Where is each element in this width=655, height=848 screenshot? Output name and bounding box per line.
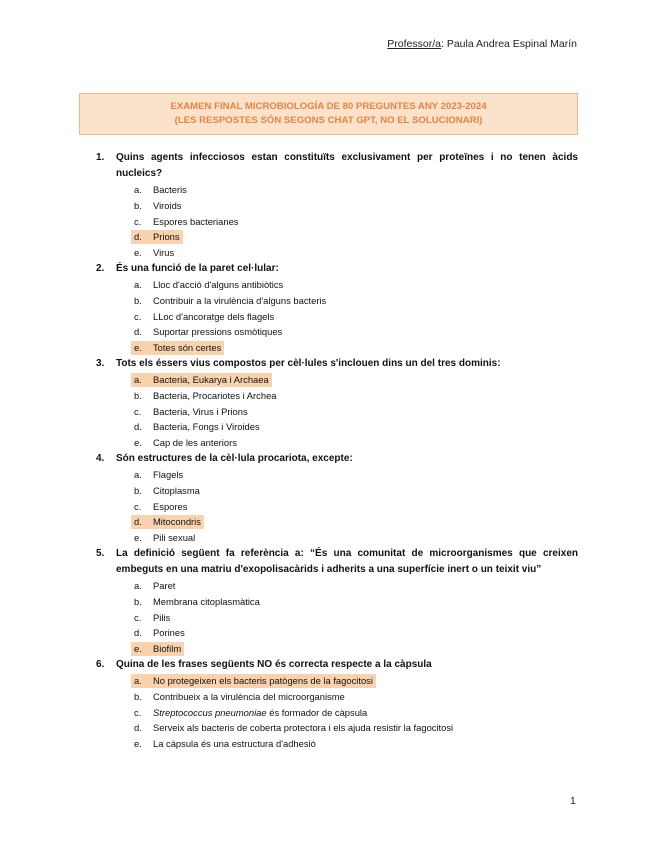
option-text-main: Totes són certes	[153, 342, 222, 354]
option-text-main: Bacteria, Virus i Prions	[153, 405, 248, 417]
question-stem	[96, 546, 578, 578]
option-text-main: Biofilm	[153, 643, 182, 655]
answer-option	[96, 309, 578, 325]
highlighted-answer-option	[96, 340, 578, 356]
option-text-suffix: és formador de càpsula	[266, 706, 368, 718]
option-text	[153, 483, 200, 499]
answer-option	[96, 705, 578, 721]
option-text	[153, 578, 175, 594]
option-text	[153, 277, 283, 293]
option-text-main: Bacteria, Procariotes i Archea	[153, 389, 277, 401]
option-list	[96, 182, 578, 261]
option-letter: c.	[134, 405, 142, 417]
option-text	[153, 324, 282, 340]
option-text-main: Espores	[153, 500, 188, 512]
highlighted-answer-option	[96, 673, 578, 689]
question-text: Quina de les frases següents NO és correcta respecte a la càpsula	[116, 658, 432, 670]
answer-option	[96, 594, 578, 610]
question	[96, 451, 578, 546]
highlighted-answer-option	[96, 641, 578, 657]
question-stem	[96, 451, 578, 467]
option-text-main: La càpsula és una estructura d'adhesió	[153, 738, 316, 750]
option-letter: b.	[134, 199, 142, 211]
option-text	[153, 372, 269, 388]
option-text-main: Contribueix a la virulència del microorganisme	[153, 690, 345, 702]
option-text	[153, 182, 187, 198]
answer-option	[96, 736, 578, 752]
option-text	[153, 198, 182, 214]
option-letter: a.	[134, 468, 142, 480]
question	[96, 150, 578, 261]
question-list	[96, 150, 578, 752]
option-text	[153, 720, 453, 736]
option-letter: c.	[134, 215, 142, 227]
professor-label: Professor/a	[387, 38, 441, 50]
highlighted-answer-option	[96, 372, 578, 388]
option-text-main: Cap de les anteriors	[153, 437, 237, 449]
option-text-main: Pili sexual	[153, 532, 196, 544]
question-number: 2.	[96, 262, 105, 274]
answer-option	[96, 499, 578, 515]
option-text	[153, 435, 237, 451]
option-text-main: Citoplasma	[153, 484, 200, 496]
option-text	[153, 467, 183, 483]
option-text	[153, 625, 185, 641]
question-stem	[96, 356, 578, 372]
option-text	[153, 229, 180, 245]
answer-option	[96, 198, 578, 214]
answer-option	[96, 530, 578, 546]
option-list	[96, 277, 578, 356]
answer-option	[96, 245, 578, 261]
option-letter: a.	[134, 184, 142, 195]
option-letter: a.	[134, 579, 142, 591]
question-stem	[96, 150, 578, 182]
option-text-main: Flagels	[153, 468, 184, 480]
option-text	[153, 610, 170, 626]
option-text	[153, 245, 174, 261]
option-text-main: Paret	[153, 579, 176, 591]
option-text	[153, 530, 195, 546]
option-letter: d.	[134, 421, 142, 433]
option-list	[96, 372, 578, 451]
option-text-main: Pilis	[153, 611, 171, 623]
option-list	[96, 673, 578, 752]
option-letter: e.	[134, 247, 142, 259]
option-text-main: Streptococcus pneumoniae	[153, 706, 267, 718]
question-number: 1.	[96, 152, 105, 163]
option-text-main: Porines	[153, 627, 185, 639]
option-letter: d.	[134, 627, 142, 639]
option-text-main: Bacteria, Fongs i Viroides	[153, 421, 260, 433]
option-text	[153, 340, 221, 356]
option-text-main: LLoc d'ancoratge dels flagels	[153, 310, 275, 322]
option-text	[153, 641, 181, 657]
question-text: Quins agents infecciosos estan constituïts exclusivament per proteïnes i no tenen àcids nucleics?	[116, 152, 578, 179]
option-text-main: Serveix als bacteris de coberta protectora i els ajuda resistir la fagocitosi	[153, 722, 454, 734]
option-letter: e.	[134, 643, 142, 655]
option-text	[153, 689, 345, 705]
question	[96, 657, 578, 752]
option-list	[96, 467, 578, 546]
option-text-main: Virus	[153, 247, 175, 259]
answer-option	[96, 578, 578, 594]
option-text-main: Prions	[153, 231, 180, 243]
question-text: És una funció de la paret cel·lular:	[116, 262, 279, 274]
option-letter: d.	[134, 326, 142, 338]
option-text	[153, 736, 316, 752]
option-text	[153, 309, 274, 325]
option-letter: d.	[134, 231, 142, 243]
answer-option	[96, 435, 578, 451]
option-text-main: Contribuir a la virulència d'alguns bacteris	[153, 294, 327, 306]
option-letter: e.	[134, 738, 142, 750]
option-letter: b.	[134, 484, 142, 496]
answer-option	[96, 293, 578, 309]
option-text	[153, 594, 260, 610]
option-text	[153, 673, 373, 689]
option-text-main: Viroids	[153, 199, 182, 211]
answer-option	[96, 214, 578, 230]
option-text-main: Lloc d'acció d'alguns antibiòtics	[153, 278, 284, 290]
option-letter: e.	[134, 437, 142, 449]
option-text-main: No protegeixen els bacteris patògens de la fagocitosi	[153, 674, 373, 686]
option-letter: a.	[134, 674, 142, 686]
exam-subtitle: (LES RESPOSTES SÓN SEGONS CHAT GPT, NO EL SOLUCIONARI)	[174, 115, 483, 126]
question-stem	[96, 261, 578, 277]
option-letter: c.	[134, 310, 142, 322]
question-text: Són estructures de la cèl·lula procariota, excepte:	[116, 452, 353, 464]
question	[96, 546, 578, 657]
option-letter: d.	[134, 722, 142, 734]
option-text-main: Espores bacterianes	[153, 215, 239, 227]
answer-option	[96, 404, 578, 420]
option-text	[153, 214, 238, 230]
question-number: 3.	[96, 357, 105, 369]
question-text: La definició següent fa referència a: “És una comunitat de microorganismes que creixen embeguts en una matriu d'exopolisacàrids i adherits a una superfície inert o un teixit viu”	[116, 547, 578, 575]
option-letter: d.	[134, 516, 142, 528]
exam-title-box	[79, 93, 578, 135]
option-letter: b.	[134, 389, 142, 401]
answer-option	[96, 610, 578, 626]
option-letter: c.	[134, 706, 142, 718]
highlighted-answer-option	[96, 514, 578, 530]
highlighted-answer-option	[96, 229, 578, 245]
option-letter: c.	[134, 611, 142, 623]
question-text: Tots els éssers vius compostos per cèl·lules s'inclouen dins un del tres dominis:	[116, 357, 501, 369]
option-letter: c.	[134, 500, 142, 512]
option-letter: e.	[134, 532, 142, 544]
answer-option	[96, 625, 578, 641]
option-text	[153, 388, 277, 404]
answer-option	[96, 419, 578, 435]
option-text-main: Bacteris	[153, 184, 187, 195]
answer-option	[96, 720, 578, 736]
exam-title: EXAMEN FINAL MICROBIOLOGÍA DE 80 PREGUNTES ANY 2023-2024	[170, 101, 487, 112]
option-letter: b.	[134, 595, 142, 607]
question-number: 5.	[96, 547, 105, 559]
professor-header	[387, 38, 577, 50]
answer-option	[96, 324, 578, 340]
answer-option	[96, 388, 578, 404]
option-list	[96, 578, 578, 657]
question-stem	[96, 657, 578, 673]
option-letter: b.	[134, 294, 142, 306]
option-text	[153, 514, 201, 530]
option-text	[153, 293, 326, 309]
answer-option	[96, 182, 578, 198]
option-letter: b.	[134, 690, 142, 702]
option-text	[153, 404, 248, 420]
option-text	[153, 499, 187, 515]
option-letter: a.	[134, 278, 142, 290]
question	[96, 261, 578, 356]
answer-option	[96, 483, 578, 499]
option-letter: a.	[134, 373, 142, 385]
question	[96, 356, 578, 451]
question-number: 4.	[96, 452, 105, 464]
option-text-main: Mitocondris	[153, 516, 201, 528]
answer-option	[96, 689, 578, 705]
option-text-main: Suportar pressions osmòtiques	[153, 326, 283, 338]
answer-option	[96, 467, 578, 483]
option-text-main: Bacteria, Eukarya i Archaea	[153, 373, 269, 385]
option-text-main: Membrana citoplasmàtica	[153, 595, 260, 607]
page-number: 1	[570, 795, 576, 807]
professor-name: : Paula Andrea Espinal Marín	[441, 38, 577, 50]
option-letter: e.	[134, 342, 142, 354]
answer-option	[96, 277, 578, 293]
question-number: 6.	[96, 658, 105, 670]
option-text	[153, 419, 260, 435]
option-text	[153, 705, 367, 721]
